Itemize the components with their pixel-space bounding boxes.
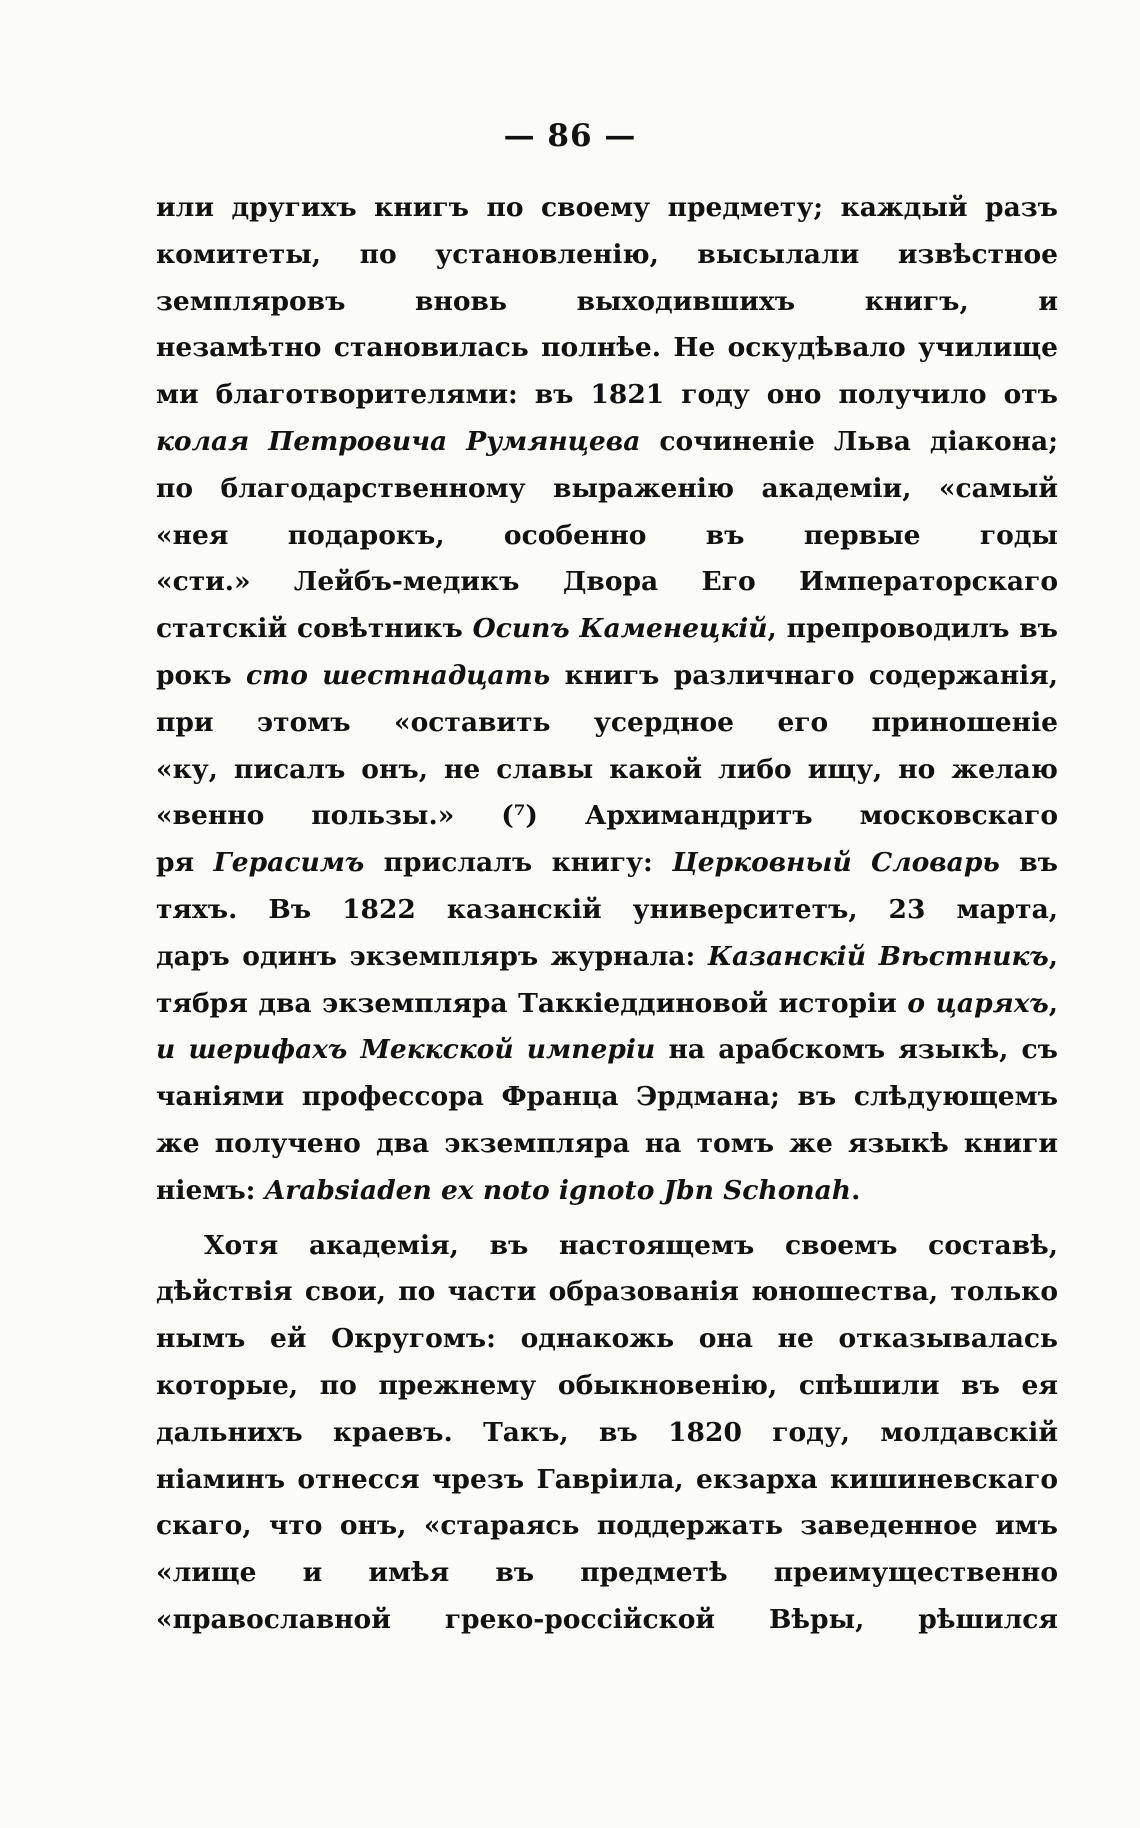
text-line xyxy=(156,232,1058,279)
text-segment: «нея подарокъ, особенно въ первые годы xyxy=(156,519,1058,551)
text-line xyxy=(156,419,1058,466)
text-segment: комитеты, по установленію, высылали извѣстное xyxy=(156,238,1058,270)
text-segment: или другихъ книгъ по своему предмету; каждый разъ xyxy=(156,192,1058,223)
text-segment: «ку, писалъ онъ, не славы какой либо ищу, но желаю xyxy=(156,753,1058,785)
text-segment: , xyxy=(1048,987,1058,1019)
text-segment: дальнихъ краевъ. Такъ, въ 1820 году, молдавскій xyxy=(156,1416,1058,1448)
text-line xyxy=(156,1597,1058,1644)
text-segment: «православной греко-россійской Вѣры, рѣшился xyxy=(156,1603,1058,1635)
text-segment: по благодарственному выраженію академіи, «самый xyxy=(156,472,1058,504)
text-segment: же получено два экземпляра на томъ же языкѣ книги xyxy=(156,1127,1058,1159)
text-line xyxy=(156,325,1058,372)
text-line xyxy=(156,606,1058,653)
text-segment: скаго, что онъ, «стараясь поддержать заведенное имъ xyxy=(156,1510,1058,1542)
text-line xyxy=(156,1316,1058,1363)
text-line xyxy=(156,1168,1058,1215)
text-segment: тяхъ. Въ 1822 казанскій университетъ, 23 марта, xyxy=(156,893,1058,925)
text-line xyxy=(156,372,1058,419)
text-segment: прислалъ книгу: xyxy=(364,847,673,879)
text-line xyxy=(156,1550,1058,1597)
page-number: — 86 — xyxy=(503,118,637,154)
text-segment: чаніями профессора Франца Эрдмана; въ слѣдующемъ xyxy=(156,1081,1058,1113)
text-segment: ніаминъ отнесся чрезъ Гавріила, екзарха кишиневскаго xyxy=(156,1463,1058,1495)
italic-text: Arabsiaden ex noto ignoto Jbn Schonah xyxy=(264,1174,852,1206)
text-line xyxy=(156,887,1058,934)
text-line xyxy=(156,840,1058,887)
text-line xyxy=(156,559,1058,606)
italic-text: Герасимъ xyxy=(213,847,365,879)
text-segment: «сти.» Лейбъ-медикъ Двора Его Императорскаго xyxy=(156,566,1058,598)
text-segment: незамѣтно становилась полнѣе. Не оскудѣвало училище xyxy=(156,332,1058,364)
text-line xyxy=(156,1363,1058,1410)
text-segment: Хотя академія, въ настоящемъ своемъ составѣ, xyxy=(204,1229,1058,1261)
italic-text: и шерифахъ Меккской имперіи xyxy=(156,1034,656,1066)
text-line xyxy=(156,981,1058,1028)
text-segment: которые, по прежнему обыкновенію, спѣшили въ ея xyxy=(156,1369,1058,1401)
text-segment: . xyxy=(851,1174,861,1206)
text-segment: «венно пользы.» (⁷) Архимандритъ московскаго xyxy=(156,800,1058,832)
text-segment: сочиненіе Льва діакона; xyxy=(659,425,1058,457)
text-line xyxy=(156,1223,1058,1270)
text-segment: книгъ различнаго содержанія, xyxy=(564,659,1058,691)
italic-text: колая Петровича Румянцева xyxy=(156,425,641,457)
text-segment: ніемъ: xyxy=(156,1174,265,1206)
italic-text: Осипъ Каменецкій xyxy=(472,613,768,645)
text-line xyxy=(156,1503,1058,1550)
text-segment: статскій совѣтникъ xyxy=(156,613,473,645)
text-line xyxy=(156,279,1058,326)
text-line xyxy=(156,700,1058,747)
text-segment: ми благотворителями: въ 1821 году оно получило отъ xyxy=(156,379,1058,411)
text-segment: тября два экземпляра Таккіеддиновой исторіи xyxy=(156,987,908,1019)
text-segment: ря xyxy=(156,847,214,879)
text-line xyxy=(156,1269,1058,1316)
text-segment: дѣйствія свои, по части образованія юношества, только xyxy=(156,1276,1058,1308)
text-segment: на арабскомъ языкѣ, съ xyxy=(668,1034,1058,1066)
body-text xyxy=(156,185,1058,1644)
text-line xyxy=(156,793,1058,840)
text-line xyxy=(156,934,1058,981)
text-line xyxy=(156,466,1058,513)
text-line xyxy=(156,1457,1058,1504)
italic-text: о царяхъ xyxy=(907,987,1049,1019)
text-segment: , xyxy=(1048,940,1058,972)
text-segment: земпляровъ вновь выходившихъ книгъ, и xyxy=(156,285,1058,317)
italic-text: Церковный Словарь xyxy=(672,847,1000,879)
italic-text: сто шестнадцать xyxy=(246,659,551,691)
text-line xyxy=(156,185,1058,232)
text-line xyxy=(156,1121,1058,1168)
text-line xyxy=(156,747,1058,794)
text-segment: въ xyxy=(1019,847,1058,879)
text-segment: рокъ xyxy=(156,659,247,691)
italic-text: Казанскій Вѣстникъ xyxy=(707,940,1049,972)
text-line xyxy=(156,513,1058,560)
text-segment: нымъ ей Округомъ: однакожь она не отказывалась xyxy=(156,1323,1058,1355)
text-line xyxy=(156,1074,1058,1121)
text-line xyxy=(156,1410,1058,1457)
text-segment: «лище и имѣя въ предметѣ преимущественно xyxy=(156,1557,1058,1589)
text-segment: даръ одинъ экземпляръ журнала: xyxy=(156,940,708,972)
text-line xyxy=(156,653,1058,700)
text-segment: при этомъ «оставить усердное его приношеніе xyxy=(156,706,1058,738)
text-line xyxy=(156,1027,1058,1074)
text-segment: , препроводилъ въ xyxy=(767,613,1058,645)
